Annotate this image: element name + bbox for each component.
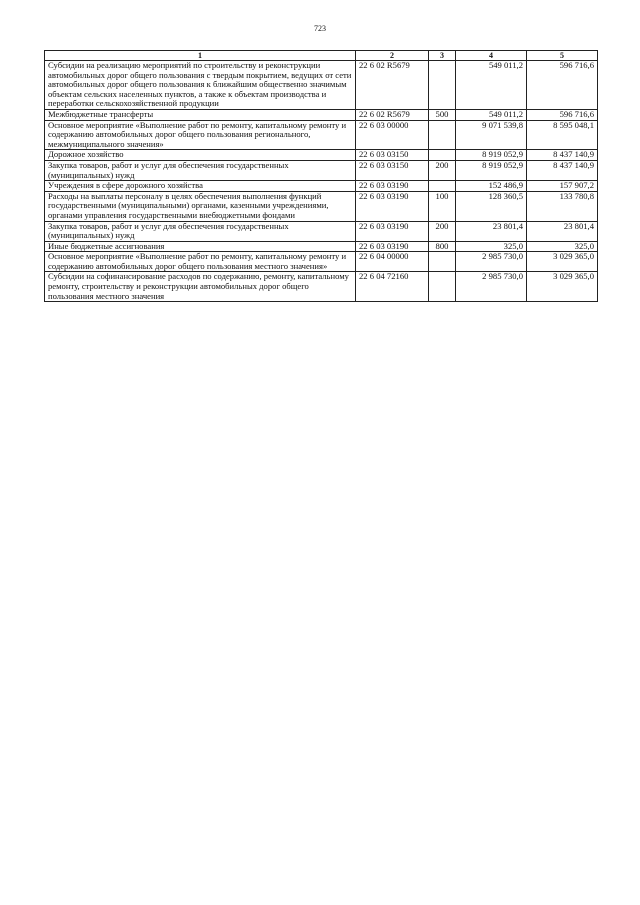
row-amount-col4-cell: 549 011,2: [456, 109, 527, 120]
row-amount-col5-cell: 325,0: [527, 241, 598, 252]
row-amount-col5-cell: 157 907,2: [527, 181, 598, 192]
row-name-cell: Иные бюджетные ассигнования: [45, 241, 356, 252]
row-expense-type-cell: [429, 252, 456, 272]
table-row: [45, 160, 598, 180]
table-row: [45, 191, 598, 221]
row-amount-col5-cell: 8 437 140,9: [527, 160, 598, 180]
header-col-4: 4: [456, 51, 527, 61]
table-header-row: [45, 51, 598, 61]
row-amount-col5-cell: 3 029 365,0: [527, 252, 598, 272]
table-row: [45, 181, 598, 192]
row-amount-col4-cell: 23 801,4: [456, 221, 527, 241]
row-amount-col4-cell: 9 071 539,8: [456, 120, 527, 150]
row-name-cell: Закупка товаров, работ и услуг для обеспечения государственных (муниципальных) нужд: [45, 160, 356, 180]
row-code-cell: 22 6 04 00000: [356, 252, 429, 272]
row-code-cell: 22 6 03 03190: [356, 221, 429, 241]
row-name-cell: Дорожное хозяйство: [45, 150, 356, 161]
row-amount-col5-cell: 8 437 140,9: [527, 150, 598, 161]
budget-table: [44, 50, 598, 302]
table-row: [45, 109, 598, 120]
row-amount-col4-cell: 8 919 052,9: [456, 160, 527, 180]
row-amount-col4-cell: 549 011,2: [456, 61, 527, 110]
row-amount-col4-cell: 2 985 730,0: [456, 252, 527, 272]
row-code-cell: 22 6 04 72160: [356, 272, 429, 302]
row-code-cell: 22 6 03 03190: [356, 241, 429, 252]
table-row: [45, 272, 598, 302]
row-amount-col4-cell: 2 985 730,0: [456, 272, 527, 302]
table-row: [45, 120, 598, 150]
row-amount-col5-cell: 3 029 365,0: [527, 272, 598, 302]
row-expense-type-cell: 500: [429, 109, 456, 120]
row-expense-type-cell: [429, 61, 456, 110]
row-expense-type-cell: [429, 150, 456, 161]
row-name-cell: Субсидии на софинансирование расходов по содержанию, ремонту, капитальному ремонту, строительству и реконструкции автомобильных дорог общего пользования местного значения: [45, 272, 356, 302]
row-expense-type-cell: [429, 272, 456, 302]
header-col-5: 5: [527, 51, 598, 61]
row-amount-col4-cell: 152 486,9: [456, 181, 527, 192]
table-row: [45, 252, 598, 272]
row-expense-type-cell: 200: [429, 221, 456, 241]
row-name-cell: Межбюджетные трансферты: [45, 109, 356, 120]
header-col-1: 1: [45, 51, 356, 61]
row-amount-col4-cell: 325,0: [456, 241, 527, 252]
row-amount-col5-cell: 8 595 048,1: [527, 120, 598, 150]
row-name-cell: Основное мероприятие «Выполнение работ по ремонту, капитальному ремонту и содержанию автомобильных дорог общего пользования регионального, межмуниципального значения»: [45, 120, 356, 150]
header-col-2: 2: [356, 51, 429, 61]
row-code-cell: 22 6 03 03190: [356, 181, 429, 192]
row-code-cell: 22 6 03 03150: [356, 160, 429, 180]
row-name-cell: Расходы на выплаты персоналу в целях обеспечения выполнения функций государственными (муниципальными) органами, казенными учреждениями, органами управления государственными внебюджетными фондами: [45, 191, 356, 221]
row-name-cell: Субсидии на реализацию мероприятий по строительству и реконструкции автомобильных дорог общего пользования с твердым покрытием, ведущих от сети автомобильных дорог общего пользования к ближайшим общественно значимым объектам сельских населенных пунктов, а также к объектам производства и переработки сельскохозяйственной продукции: [45, 61, 356, 110]
row-code-cell: 22 6 03 03190: [356, 191, 429, 221]
row-expense-type-cell: 100: [429, 191, 456, 221]
row-code-cell: 22 6 02 R5679: [356, 109, 429, 120]
row-expense-type-cell: 200: [429, 160, 456, 180]
row-code-cell: 22 6 02 R5679: [356, 61, 429, 110]
table-row: [45, 241, 598, 252]
row-code-cell: 22 6 03 03150: [356, 150, 429, 161]
page-number: 723: [314, 24, 326, 33]
row-amount-col5-cell: 596 716,6: [527, 61, 598, 110]
row-name-cell: Основное мероприятие «Выполнение работ по ремонту, капитальному ремонту и содержанию автомобильных дорог общего пользования местного значения»: [45, 252, 356, 272]
row-amount-col5-cell: 23 801,4: [527, 221, 598, 241]
row-amount-col5-cell: 596 716,6: [527, 109, 598, 120]
row-amount-col4-cell: 128 360,5: [456, 191, 527, 221]
table-row: [45, 61, 598, 110]
row-amount-col5-cell: 133 780,8: [527, 191, 598, 221]
row-expense-type-cell: [429, 181, 456, 192]
row-name-cell: Учреждения в сфере дорожного хозяйства: [45, 181, 356, 192]
row-expense-type-cell: 800: [429, 241, 456, 252]
header-col-3: 3: [429, 51, 456, 61]
row-expense-type-cell: [429, 120, 456, 150]
table-row: [45, 150, 598, 161]
row-name-cell: Закупка товаров, работ и услуг для обеспечения государственных (муниципальных) нужд: [45, 221, 356, 241]
row-amount-col4-cell: 8 919 052,9: [456, 150, 527, 161]
table-row: [45, 221, 598, 241]
row-code-cell: 22 6 03 00000: [356, 120, 429, 150]
